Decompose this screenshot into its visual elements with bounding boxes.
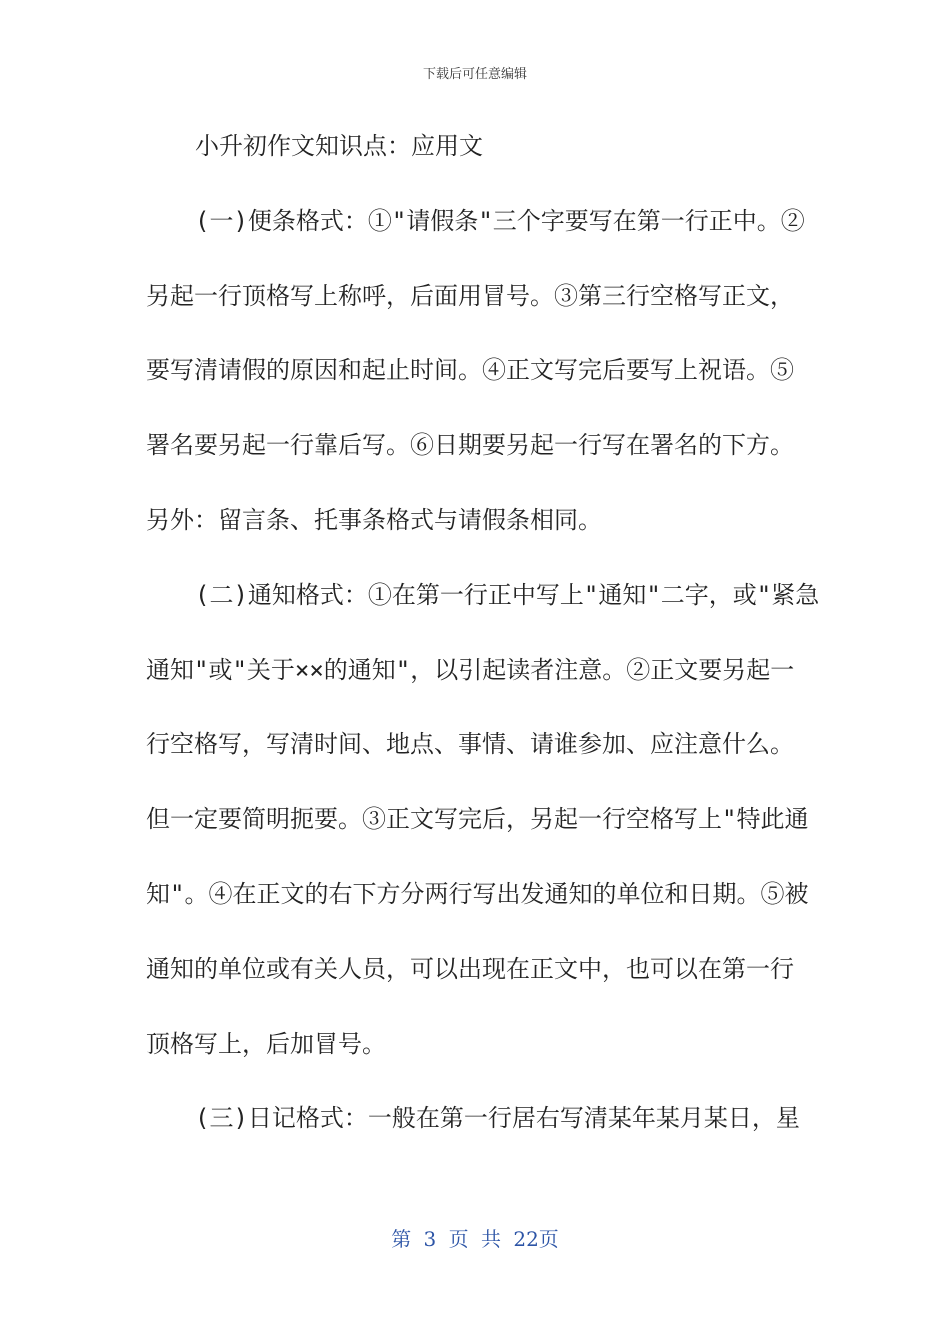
paragraph-line: 另起一行顶格写上称呼，后面用冒号。③第三行空格写正文， [146, 282, 794, 310]
paragraph-line: 通知"或"关于××的通知"，以引起读者注意。②正文要另起一 [146, 656, 795, 684]
paragraph-line: 知"。④在正文的右下方分两行写出发通知的单位和日期。⑤被 [146, 880, 809, 908]
paragraph-line: 顶格写上，后加冒号。 [146, 1030, 386, 1058]
paragraph-line: 行空格写，写清时间、地点、事情、请谁参加、应注意什么。 [146, 730, 794, 758]
paragraph-line: 另外：留言条、托事条格式与请假条相同。 [146, 506, 602, 534]
header-note: 下载后可任意编辑 [422, 67, 527, 82]
paragraph-line: 通知的单位或有关人员，可以出现在正文中，也可以在第一行 [146, 955, 794, 983]
document-title: 小升初作文知识点：应用文 [195, 132, 483, 160]
paragraph-line: (一)便条格式：①"请假条"三个字要写在第一行正中。② [195, 207, 805, 235]
paragraph-line: 但一定要简明扼要。③正文写完后，另起一行空格写上"特此通 [146, 805, 809, 833]
paragraph-line: (三)日记格式：一般在第一行居右写清某年某月某日，星 [195, 1104, 800, 1132]
page-indicator: 第 3 页 共 22页 [391, 1227, 559, 1251]
paragraph-line: (二)通知格式：①在第一行正中写上"通知"二字，或"紧急 [195, 581, 820, 609]
paragraph-line: 署名要另起一行靠后写。⑥日期要另起一行写在署名的下方。 [146, 431, 794, 459]
paragraph-line: 要写清请假的原因和起止时间。④正文写完后要写上祝语。⑤ [146, 356, 794, 384]
